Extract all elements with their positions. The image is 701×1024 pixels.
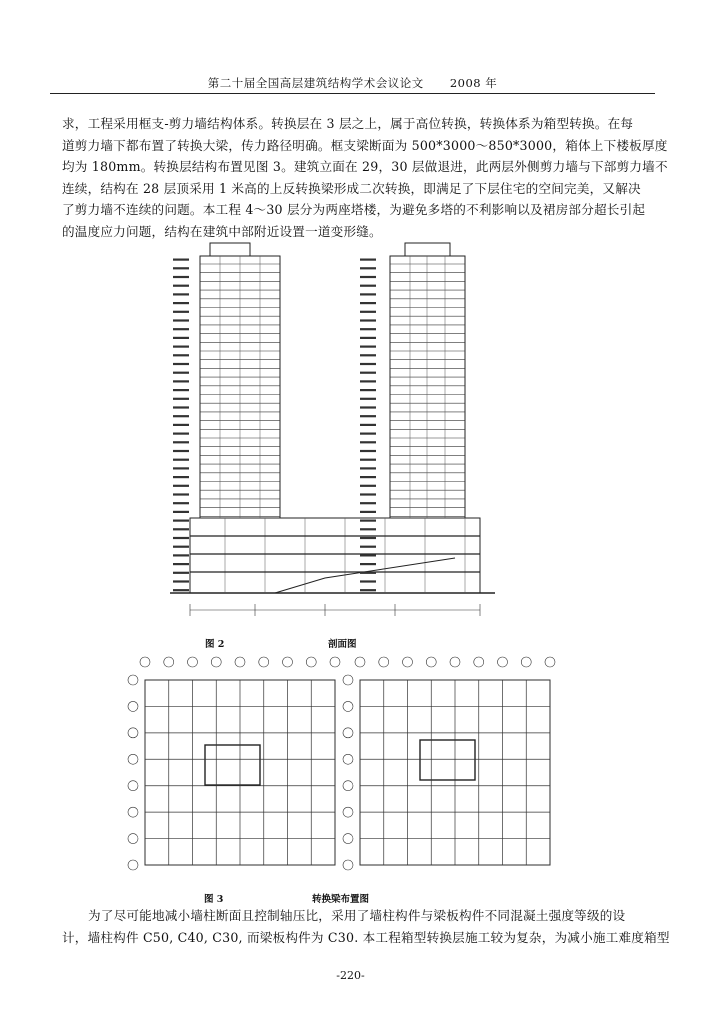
text-line: 的温度应力问题，结构在建筑中部附近设置一道变形缝。 (62, 223, 382, 239)
text-line: 道剪力墙下都布置了转换大梁，传力路径明确。框支梁断面为 500*3000～850*3000，箱体上下楼板厚度 (62, 137, 668, 153)
left-tower-roof (210, 243, 250, 256)
text-line: 求，工程采用框支-剪力墙结构体系。转换层在 3 层之上，属于高位转换，转换体系为箱型转换。在每 (62, 116, 634, 131)
left-plan-core (205, 745, 260, 785)
right-plan-core (420, 740, 475, 780)
page-number: -220- (336, 969, 365, 982)
transfer-beam-plans (120, 650, 570, 885)
figure3-title: 转换梁布置图 (312, 894, 370, 905)
section-drawing (165, 238, 500, 630)
page-number-container (0, 969, 701, 982)
header-title: 第二十届全国高层建筑结构学术会议论文 (207, 76, 424, 90)
header-year: 2008 年 (449, 76, 498, 90)
right-tower-outline (390, 256, 465, 518)
running-header (50, 75, 655, 94)
text-line: 均为 180mm。转换层结构布置见图 3。建筑立面在 29，30 层做退进，此两层外侧剪力墙与下部剪力墙不 (62, 159, 668, 174)
right-tower-roof (405, 243, 450, 256)
body-paragraph-bottom (62, 905, 670, 948)
figure2-title: 剖面图 (328, 639, 357, 650)
figure3-number: 图 3 (204, 894, 224, 905)
text-line: 了剪力墙不连续的问题。本工程 4～30 层分为两座塔楼，为避免多塔的不利影响以及裙房部分超长引起 (62, 202, 646, 217)
text-line: 为了尽可能地减小墙柱断面且控制轴压比，采用了墙柱构件与梁板构件不同混凝土强度等级的设 (88, 908, 626, 923)
body-paragraph-top (62, 113, 668, 242)
text-line: 计，墙柱构件 C50, C40, C30, 而梁板构件为 C30. 本工程箱型转换层施工较为复杂，为减小施工难度箱型 (62, 929, 670, 945)
figure2-number: 图 2 (205, 639, 225, 650)
text-line: 连续，结构在 28 层顶采用 1 米高的上反转换梁形成二次转换，即满足了下层住宅的空间完美，又解决 (62, 180, 641, 196)
podium-outline (190, 518, 480, 593)
